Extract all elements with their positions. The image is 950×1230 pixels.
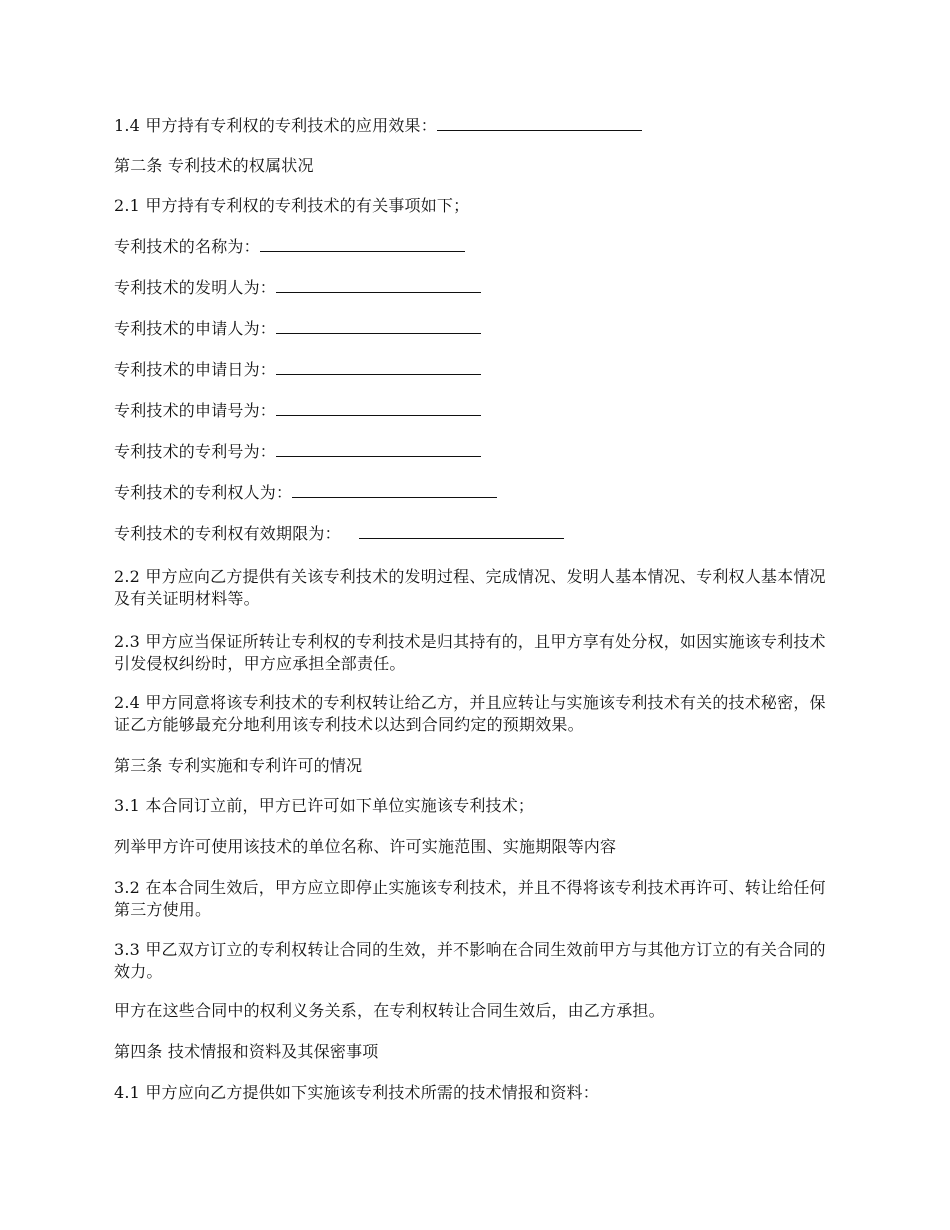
field-patent-name-label: 专利技术的名称为： [114,237,260,256]
field-apply-date [114,359,830,381]
article-2-heading [114,155,830,177]
clause-1-4-text: 1.4 甲方持有专利权的专利技术的应用效果： [114,116,437,135]
clause-2-2 [114,566,830,610]
article-4-heading [114,1041,830,1063]
field-inventor-label: 专利技术的发明人为： [114,278,277,297]
field-patent-no-label: 专利技术的专利号为： [114,442,277,461]
blank-field-apply-no[interactable] [276,400,481,416]
clause-3-2-text: 3.2 在本合同生效后，甲方应立即停止实施该专利技术，并且不得将该专利技术再许可、转让给任何第三方使用。 [114,878,826,919]
field-validity-label: 专利技术的专利权有效期限为： [114,524,341,543]
clause-2-4-text: 2.4 甲方同意将该专利技术的专利权转让给乙方，并且应转让与实施该专利技术有关的技术秘密，保证乙方能够最充分地利用该专利技术以达到合同约定的预期效果。 [114,693,826,734]
article-3-heading-text: 第三条 专利实施和专利许可的情况 [114,756,363,775]
blank-field-validity[interactable] [359,523,564,539]
field-patent-no [114,441,830,463]
clause-2-1 [114,195,830,217]
article-3-heading [114,755,830,777]
clause-3-3-b-text: 甲方在这些合同中的权利义务关系，在专利权转让合同生效后，由乙方承担。 [114,1001,665,1020]
field-inventor [114,277,830,299]
clause-4-1-text: 4.1 甲方应向乙方提供如下实施该专利技术所需的技术情报和资料： [114,1083,599,1102]
article-4-heading-text: 第四条 技术情报和资料及其保密事项 [114,1042,379,1061]
field-apply-no [114,400,830,422]
field-patentee [114,482,830,504]
field-applicant-label: 专利技术的申请人为： [114,319,277,338]
clause-3-1 [114,795,830,817]
blank-field-patent-name[interactable] [260,236,465,252]
clause-3-3-text: 3.3 甲乙双方订立的专利权转让合同的生效，并不影响在合同生效前甲方与其他方订立的有关合同的效力。 [114,940,826,981]
field-apply-date-label: 专利技术的申请日为： [114,360,277,379]
clause-3-3 [114,939,830,983]
field-patent-name [114,236,830,258]
blank-field-application-effect[interactable] [437,115,642,131]
clause-1-4 [114,115,830,137]
clause-2-3 [114,631,830,675]
clause-4-1 [114,1082,830,1104]
clause-2-4 [114,692,830,736]
clause-3-2 [114,877,830,921]
field-applicant [114,318,830,340]
blank-field-patent-no[interactable] [276,441,481,457]
blank-field-patentee[interactable] [292,482,497,498]
clause-2-3-text: 2.3 甲方应当保证所转让专利权的专利技术是归其持有的，且甲方享有处分权，如因实施该专利技术引发侵权纠纷时，甲方应承担全部责任。 [114,632,826,673]
clause-3-1-text: 3.1 本合同订立前，甲方已许可如下单位实施该专利技术； [114,796,535,815]
blank-field-inventor[interactable] [276,277,481,293]
article-2-heading-text: 第二条 专利技术的权属状况 [114,156,314,175]
field-apply-no-label: 专利技术的申请号为： [114,401,277,420]
field-patentee-label: 专利技术的专利权人为： [114,483,293,502]
blank-field-applicant[interactable] [276,318,481,334]
clause-3-1-note-text: 列举甲方许可使用该技术的单位名称、许可实施范围、实施期限等内容 [114,837,617,856]
field-validity [114,523,830,545]
clause-2-1-text: 2.1 甲方持有专利权的专利技术的有关事项如下； [114,196,470,215]
clause-3-1-note [114,836,830,858]
clause-3-3-b [114,1000,830,1022]
blank-field-apply-date[interactable] [276,359,481,375]
clause-2-2-text: 2.2 甲方应向乙方提供有关该专利技术的发明过程、完成情况、发明人基本情况、专利权人基本情况及有关证明材料等。 [114,567,826,608]
